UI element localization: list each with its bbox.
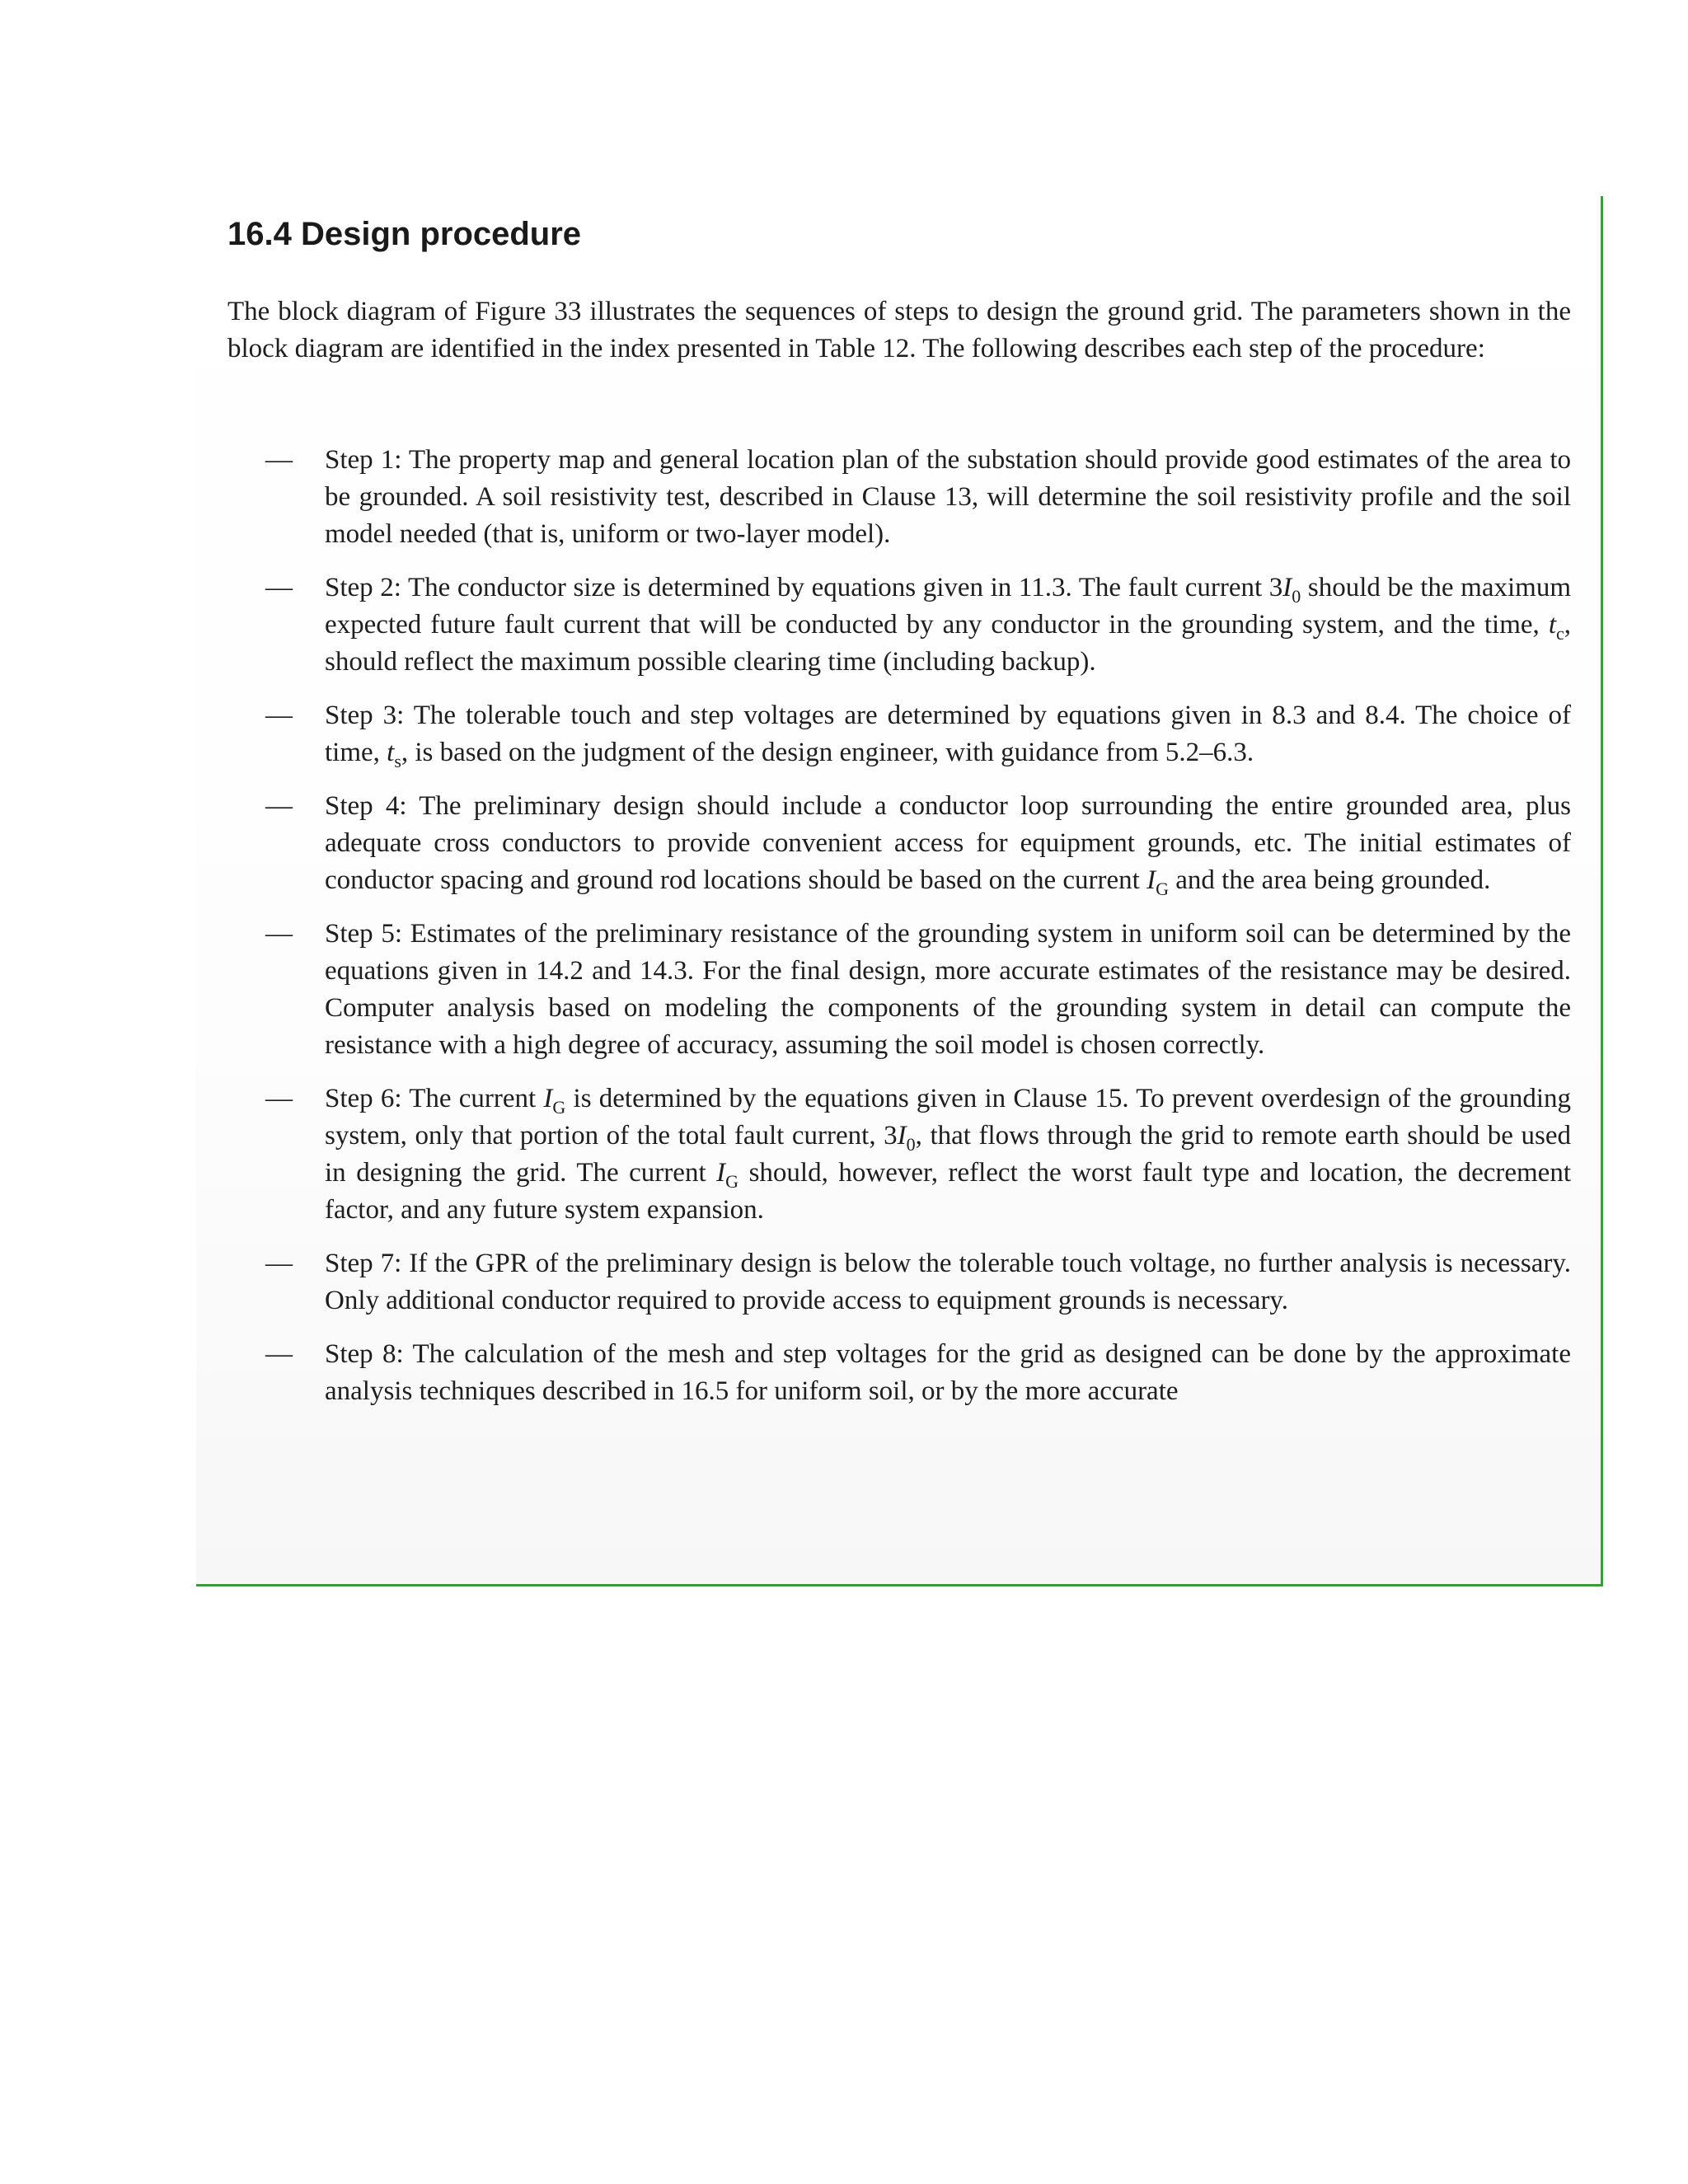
step-list <box>227 442 1571 1427</box>
bullet-dash: — <box>265 573 293 602</box>
step-3-text-a: Step 3: The tolerable touch and step voltages are determined by equations given in 8.3 and 8.4. The choice of time, <box>325 701 1571 767</box>
step-4-text-a: Step 4: The preliminary design should include a conductor loop surrounding the entire grounded area, plus adequate cross conductors to provide convenient access for equipment grounds, etc. The initial estimates of conductor spacing and ground rod locations should be based on the current <box>325 791 1571 895</box>
variable-i: I <box>1282 573 1292 602</box>
subscript: G <box>725 1171 739 1192</box>
step-3 <box>227 697 1571 771</box>
step-4 <box>227 788 1571 899</box>
step-1 <box>227 442 1571 553</box>
step-8-text: Step 8: The calculation of the mesh and step voltages for the grid as designed can be done by the approximate analysis techniques described in 16.5 for uniform soil, or by the more accurate <box>325 1339 1571 1406</box>
step-6-text-c: , that flows through the grid to remote earth should be used in designing the grid. The current <box>325 1121 1571 1188</box>
subscript: 0 <box>1292 586 1301 607</box>
step-6-text-a: Step 6: The current <box>325 1084 544 1113</box>
step-6-text-d: should, however, reflect the worst fault type and location, the decrement factor, and any future system expansion. <box>325 1158 1571 1225</box>
variable-i: I <box>543 1084 553 1113</box>
intro-paragraph: The block diagram of Figure 33 illustrates the sequences of steps to design the ground grid. The parameters shown in the block diagram are identified in the index presented in Table 12. The following describes each step of the procedure: <box>227 297 1571 363</box>
step-7 <box>227 1245 1571 1319</box>
step-2-text-a: Step 2: The conductor size is determined by equations given in 11.3. The fault current 3 <box>325 573 1283 602</box>
bullet-dash: — <box>265 1339 293 1369</box>
step-5-text: Step 5: Estimates of the preliminary resistance of the grounding system in uniform soil can be determined by the equations given in 14.2 and 14.3. For the final design, more accurate estimates of the resistance may be desired. Computer analysis based on modeling the components of the grounding system in detail can compute the resistance with a high degree of accuracy, assuming the soil model is chosen correctly. <box>325 919 1571 1060</box>
section-heading: 16.4 Design procedure <box>227 216 582 252</box>
step-2 <box>227 569 1571 681</box>
bullet-dash: — <box>265 701 293 730</box>
bullet-dash: — <box>265 791 293 821</box>
subscript: s <box>394 751 401 771</box>
bullet-dash: — <box>265 919 293 949</box>
subscript: G <box>1156 879 1169 899</box>
subscript: 0 <box>906 1134 916 1155</box>
step-2-text-c: , should reflect the maximum possible clearing time (including backup). <box>325 610 1571 677</box>
variable-i: I <box>716 1158 726 1188</box>
variable-t: t <box>1548 610 1556 640</box>
step-2-text-b: should be the maximum expected future fault current that will be conducted by any conductor in the grounding system, and the time, <box>325 573 1572 640</box>
step-7-text: Step 7: If the GPR of the preliminary design is below the tolerable touch voltage, no further analysis is necessary. Only additional conductor required to provide access to equipment grounds is necessary. <box>325 1249 1571 1315</box>
bullet-dash: — <box>265 1084 293 1113</box>
step-5 <box>227 916 1571 1064</box>
bullet-dash: — <box>265 445 293 475</box>
step-6-text-b: is determined by the equations given in Clause 15. To prevent overdesign of the grounding system, only that portion of the total fault current, 3 <box>325 1084 1571 1151</box>
step-3-text-b: , is based on the judgment of the design engineer, with guidance from 5.2–6.3. <box>401 738 1254 767</box>
subscript: c <box>1555 623 1564 644</box>
step-4-text-b: and the area being grounded. <box>1168 865 1491 895</box>
variable-i: I <box>1146 865 1156 895</box>
bullet-dash: — <box>265 1249 293 1278</box>
variable-i: I <box>897 1121 907 1151</box>
step-8 <box>227 1336 1571 1410</box>
step-6 <box>227 1080 1571 1229</box>
subscript: G <box>552 1097 566 1118</box>
step-1-text: Step 1: The property map and general location plan of the substation should provide good estimates of the area to be grounded. A soil resistivity test, described in Clause 13, will determine the soil resistivity profile and the soil model needed (that is, uniform or two-layer model). <box>325 445 1571 549</box>
variable-t: t <box>387 738 395 767</box>
